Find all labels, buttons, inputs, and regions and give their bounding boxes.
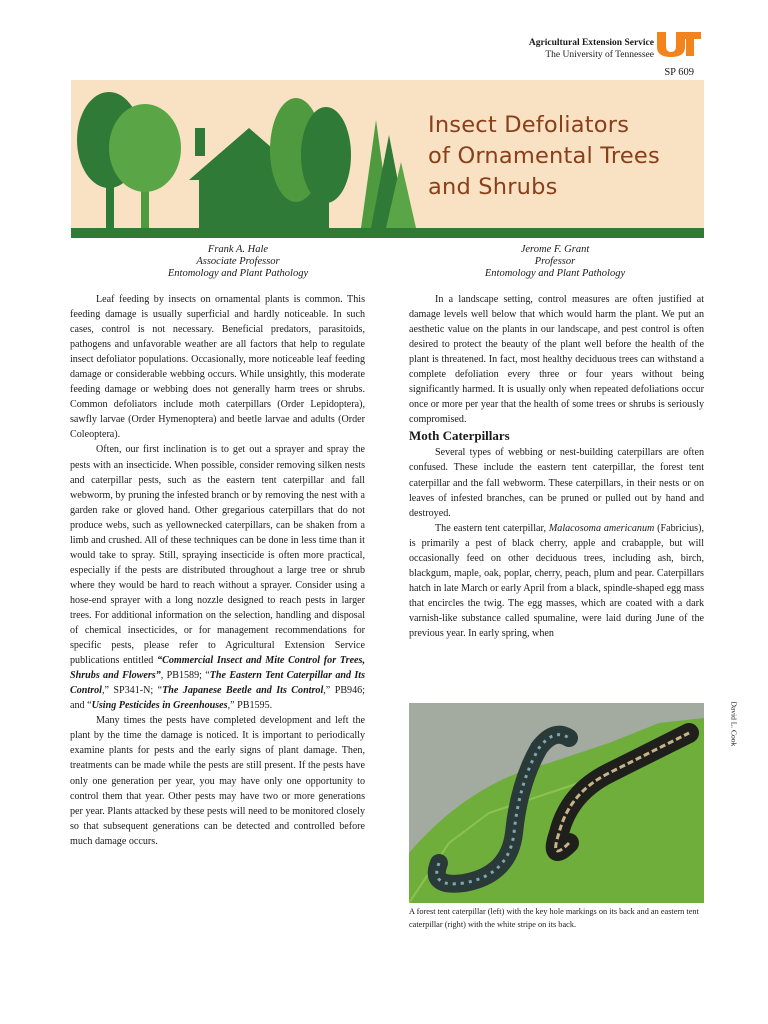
title-line-2: of Ornamental Trees [428,143,660,169]
paragraph: Leaf feeding by insects on ornamental plants is common. This feeding damage is usually superficial and hardly noticeable. In such cases, control is not necessary. Beneficial predators, parasitoids, pathogens and unfavorable weather are all factors that help to regulate insect defoliator populations. Occasionally, more noticeable leaf feeding damage or considerable webbing occurs. While unsightly, this moderate feeding damage or webbing does not generally harm trees or shrubs. Common defoliators include moth caterpillars (Order Lepidoptera), sawfly larvae (Order Hymenoptera) and beetle larvae and adults (Order Coleoptera). [70,294,365,441]
author-title: Professor [534,256,576,267]
publication-title: The Japanese Beetle and Its Control [162,685,324,697]
org-line-1: Agricultural Extension Service [528,38,654,48]
title-line-3: and Shrubs [428,174,558,200]
publication-title: “Commercial Insect and Mite Control for Trees, Shrubs and Flowers” [70,655,365,682]
author-block-2 [425,244,685,280]
publication-title: Using Pesticides in Greenhouses [91,700,228,712]
right-column [409,292,704,641]
title-banner [71,80,704,238]
scientific-name: Malacosoma americanum [548,522,655,534]
caterpillars-on-leaf-image [409,703,704,903]
paragraph: Many times the pests have completed development and left the plant by the time the damage is noticed. It is important to periodically examine plants for pests and the early signs of plant damage. Then, treatments can be made while the pests are still present. If the pests have only one generation per year, you may have only one opportunity to control them that year. Other pests may have two or more generations per year. Plants attacked by these pests will need to be monitored closely so that subsequent generations can be detected and controlled before much damage occurs. [70,715,365,847]
publication-title: The Eastern Tent Caterpillar and Its Control [70,670,366,697]
publication-number: SP 609 [664,67,694,78]
organization-name [529,37,654,61]
author-name: Frank A. Hale [207,244,269,255]
author-block-1 [108,244,368,280]
org-line-2: The University of Tennessee [545,50,654,60]
document-title [428,110,660,203]
left-column [70,292,365,849]
figure-caption: A forest tent caterpillar (left) with the key hole markings on its back and an eastern tent caterpillar (right) with the white stripe on its back. [409,907,699,929]
paragraph: Often, our first inclination is to get out a sprayer and spray the pests with an insecticide. When possible, consider removing silken nests and caterpillar pests, such as the eastern tent caterpillar and fall webworm, by pruning the infested branch or by removing the nest with a garden rake or gloved hand. Other gregarious caterpillars that do not produce webs, such as yellownecked caterpillars, can be shaken from a limb and crushed. All of these techniques can be done in less time than it would take to spray. Still, spraying insecticide is often more practical, especially if the pests are distributed throughout a large tree or shrub where they would be hard to reach without a sprayer. Consider using a hose-end sprayer with a long nozzle designed to reach pests in larger trees. For additional information on the selection, handling and disposal of chemical insecticides, or for management recommendations for specific pests, please refer to Agricultural Extension Service publications entitled “Commercial Insect and Mite Control for Trees, Shrubs and Flowers”, PB1589; “The Eastern Tent Caterpillar and Its Control,” SP341-N; “The Japanese Beetle and Its Control,” PB946; and “Using Pesticides in Greenhouses,” PB1595. [70,444,366,712]
section-heading: Moth Caterpillars [409,428,510,444]
paragraph: In a landscape setting, control measures are often justified at damage levels well below that which would harm the plant. We put an aesthetic value on the plants in our landscape, and pest control is often desired to protect the beauty of the plant well before the health of the plant is threatened. In fact, most healthy deciduous trees can withstand a complete defoliation every three or four years without being significantly harmed. It is usually only when repeated defoliations occur once or more per year that the health of some trees or shrubs is seriously compromised. [409,294,704,426]
author-title: Associate Professor [196,256,280,267]
ut-logo [655,30,703,58]
title-line-1: Insect Defoliators [428,112,630,138]
round-tree-icon [109,104,181,192]
author-dept: Entomology and Plant Pathology [484,268,626,279]
paragraph: Several types of webbing or nest-building caterpillars are often confused. These include the eastern tent caterpillar, the forest tent caterpillar and the fall webworm. These caterpillars, in their nests or on leaves of infested branches, can be pruned or pulled out by hand and destroyed. [409,447,704,519]
chimney-icon [195,128,205,156]
author-name: Jerome F. Grant [520,244,590,255]
banner-ground-bar [71,228,704,238]
photo-credit: David L. Cook [729,701,739,747]
author-dept: Entomology and Plant Pathology [167,268,309,279]
caterpillar-photo [409,703,704,903]
paragraph: The eastern tent caterpillar, Malacosoma americanum (Fabricius), is primarily a pest of black cherry, apple and crabapple, but will occasionally feed on other deciduous trees, including ash, birch, blackgum, maple, oak, poplar, cherry, peach, plum and pear. Caterpillars hatch in late March or early April from a black, spindle-shaped egg mass that encircles the twig. The egg masses, which are coated with a dark varnish-like substance called spumaline, were laid during June of the previous year. In early spring, when [409,522,704,639]
